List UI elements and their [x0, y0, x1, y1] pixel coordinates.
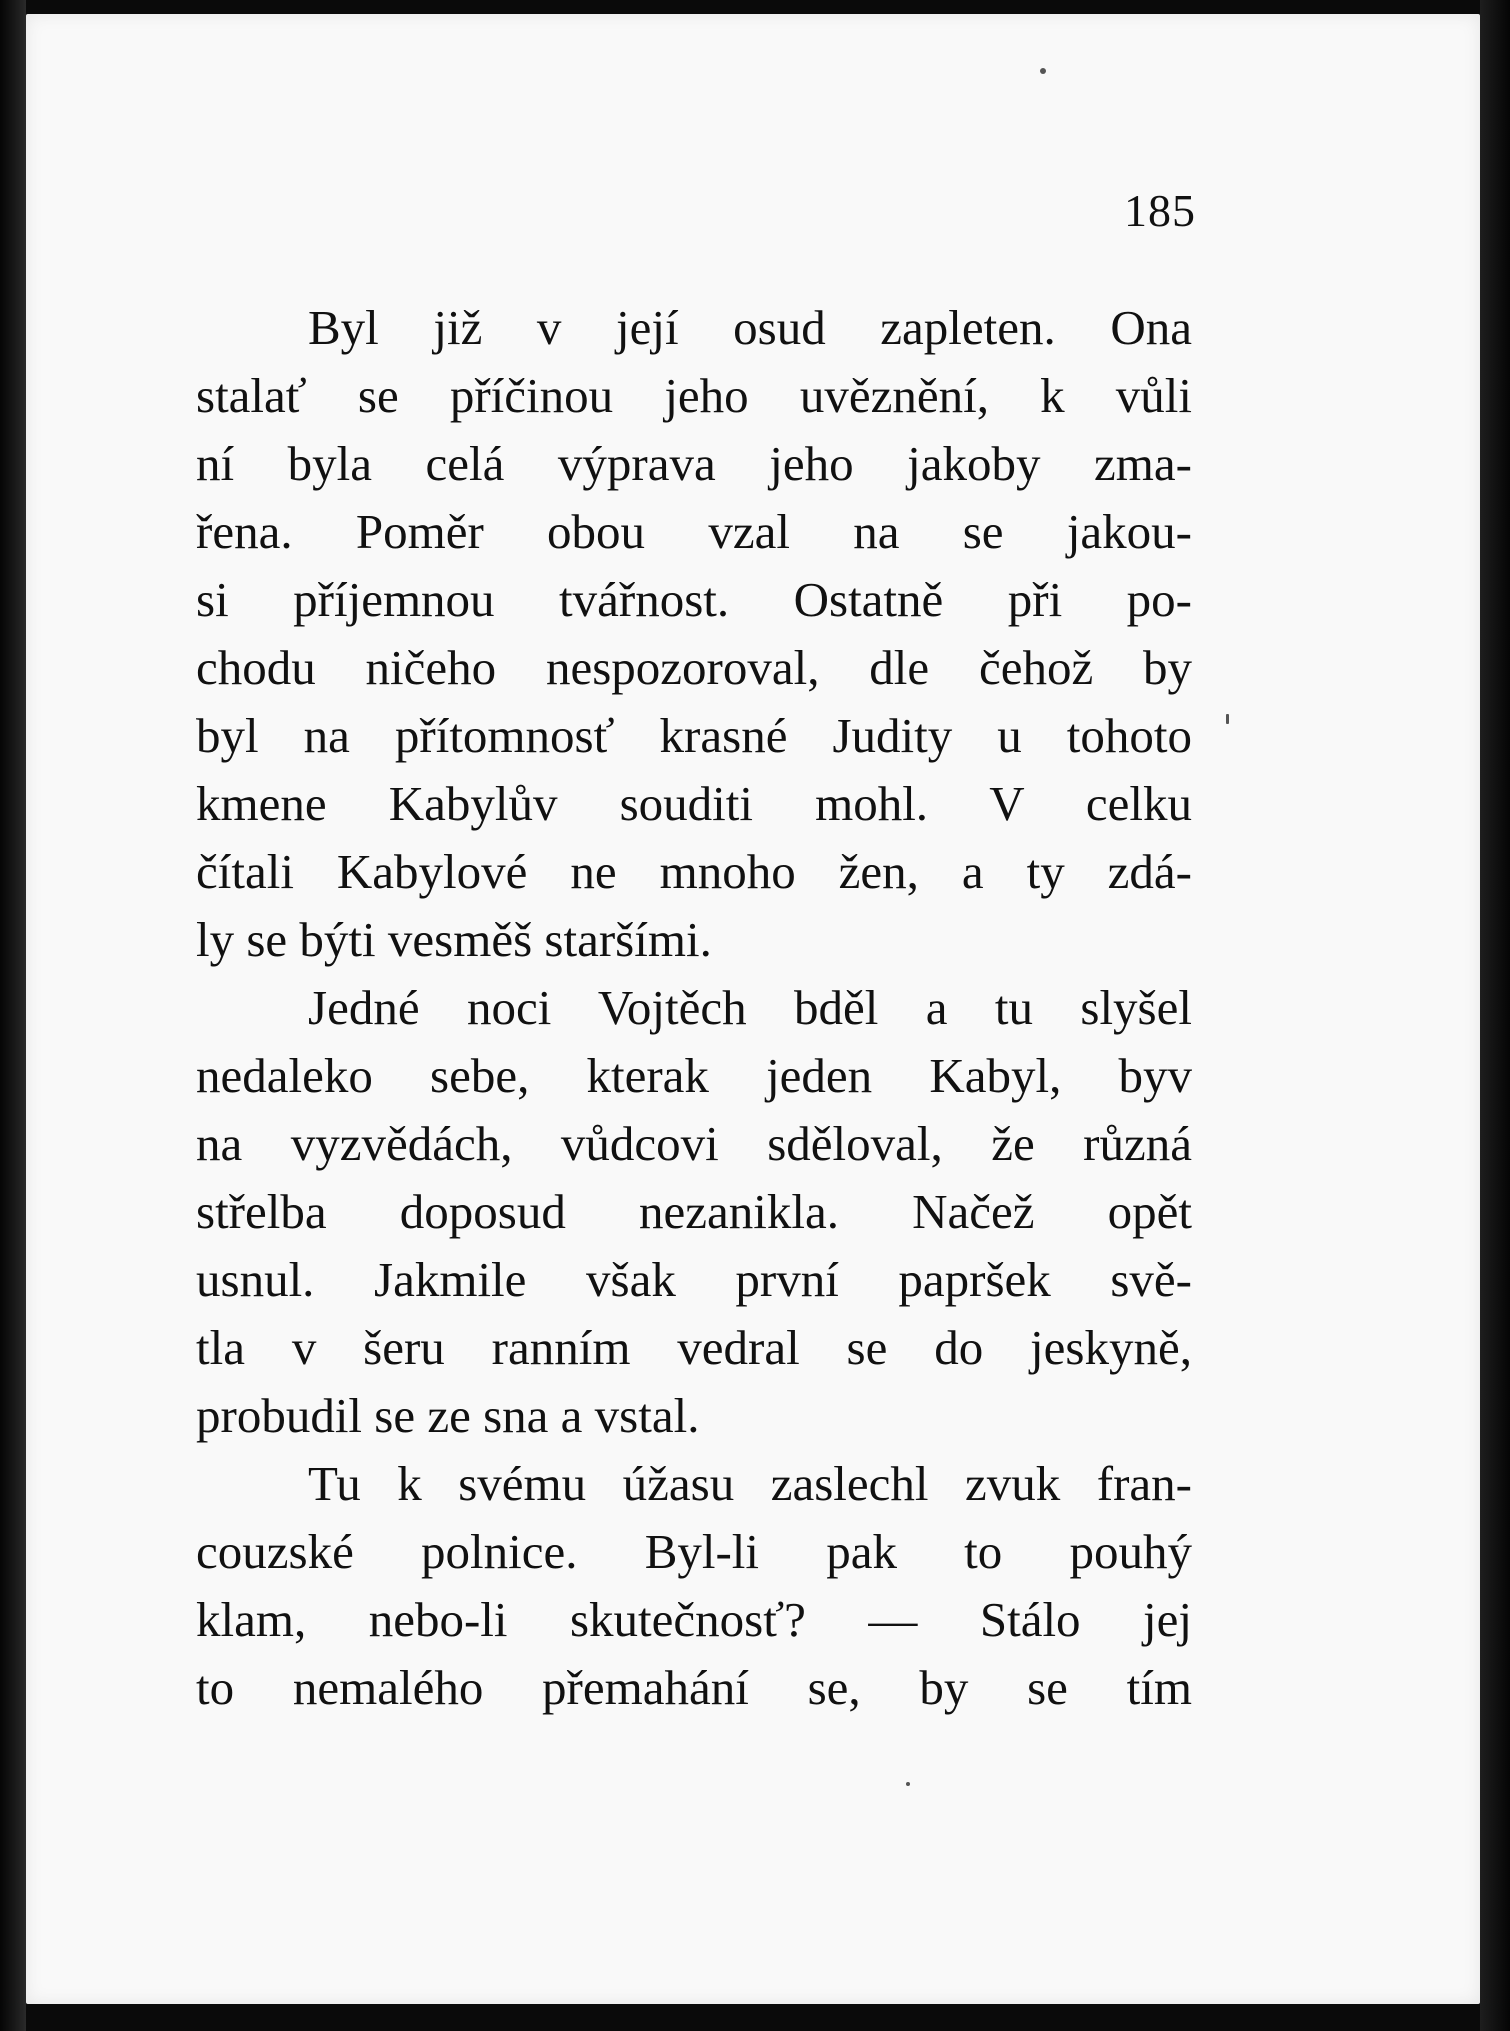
text-line: byl na přítomnosť krasné Judity u tohoto	[196, 708, 1192, 763]
text-line: čítali Kabylové ne mnoho žen, a ty zdá-	[196, 844, 1192, 899]
text-line: Jedné noci Vojtěch bděl a tu slyšel	[308, 980, 1192, 1035]
text-line: klam, nebo-li skutečnosť? — Stálo jej	[196, 1592, 1192, 1647]
text-line: chodu ničeho nespozoroval, dle čehož by	[196, 640, 1192, 695]
scan-speck	[906, 1782, 910, 1786]
text-line: couzské polnice. Byl-li pak to pouhý	[196, 1524, 1192, 1579]
text-line: střelba doposud nezanikla. Načež opět	[196, 1184, 1192, 1239]
scan-speck	[1040, 68, 1046, 74]
paragraph-1	[196, 294, 1192, 974]
text-line: to nemalého přemahání se, by se tím	[196, 1660, 1192, 1715]
scan-left-border	[0, 0, 26, 2031]
text-line: Tu k svému úžasu zaslechl zvuk fran-	[308, 1456, 1192, 1511]
text-line: si příjemnou tvářnost. Ostatně při po-	[196, 572, 1192, 627]
text-line: Byl již v její osud zapleten. Ona	[308, 300, 1192, 355]
body-text	[196, 294, 1192, 1722]
text-line: na vyzvědách, vůdcovi sděloval, že různá	[196, 1116, 1192, 1171]
paragraph-3	[196, 1450, 1192, 1722]
page-number: 185	[1124, 185, 1196, 236]
text-line: usnul. Jakmile však první papršek svě-	[196, 1252, 1192, 1307]
text-line: řena. Poměr obou vzal na se jakou-	[196, 504, 1192, 559]
text-line: ly se býti vesměš staršími.	[196, 912, 712, 967]
scan-speck	[1226, 714, 1229, 724]
text-line: kmene Kabylův souditi mohl. V celku	[196, 776, 1192, 831]
paragraph-2	[196, 974, 1192, 1450]
book-page	[26, 14, 1480, 2004]
scan-right-border	[1480, 0, 1510, 2031]
text-line: probudil se ze sna a vstal.	[196, 1388, 700, 1443]
text-line: ní byla celá výprava jeho jakoby zma-	[196, 436, 1192, 491]
text-line: tla v šeru ranním vedral se do jeskyně,	[196, 1320, 1192, 1375]
text-line: nedaleko sebe, kterak jeden Kabyl, byv	[196, 1048, 1192, 1103]
text-line: stalať se příčinou jeho uvěznění, k vůli	[196, 368, 1192, 423]
